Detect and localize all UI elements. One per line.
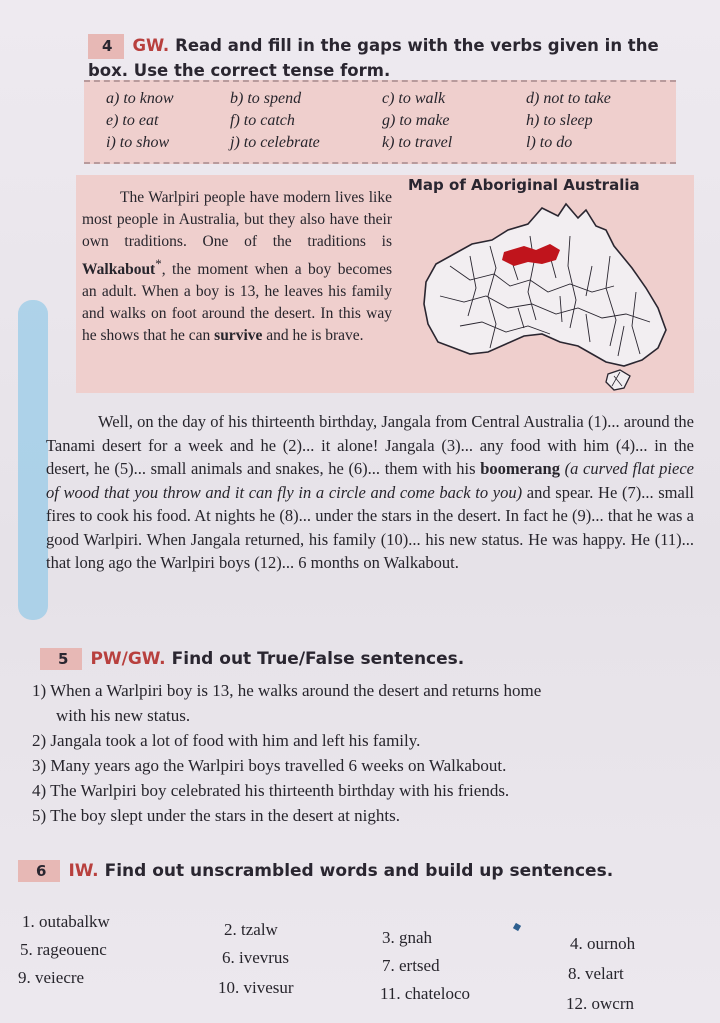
intro-text: The Warlpiri people have modern lives like most people in Australia, but they also have their own traditions. One of the traditions is Walkabout*, the moment when a boy becomes an adult. When a boy is 13, he leaves his family and walks on foot around the desert. In this way he shows that he can survive and he is brave. [82, 189, 392, 345]
task-6-heading [18, 860, 720, 882]
scrambled-word-9: 9. veiecre [18, 968, 85, 987]
scrambled-word-12: 12. owcrn [566, 994, 634, 1013]
scrambled-word-6: 6. ivevrus [222, 948, 290, 967]
scrambled-word-4: 4. ournoh [570, 934, 636, 953]
task-4-prefix: GW. [132, 36, 170, 55]
scrambled-word-3: 3. gnah [382, 928, 433, 947]
task-5-heading [40, 648, 464, 670]
verb-g: g) to make [382, 112, 450, 129]
task-4-number: 4 [88, 34, 124, 59]
scrambled-word-2: 2. tzalw [224, 920, 278, 939]
statement-1-continued: with his new status. [56, 706, 191, 725]
map-title: Map of Aboriginal Australia [408, 176, 640, 194]
verb-e: e) to eat [106, 112, 159, 129]
statement-3: 3) Many years ago the Warlpiri boys travelled 6 weeks on Walkabout. [32, 756, 507, 775]
verb-i: i) to show [106, 134, 170, 151]
statement-1: 1) When a Warlpiri boy is 13, he walks around the desert and returns home [32, 681, 542, 700]
scrambled-word-10: 10. vivesur [218, 978, 294, 997]
task-6-instruction: Find out unscrambled words and build up sentences. [104, 861, 614, 881]
task-5-number: 5 [40, 648, 82, 670]
story-text: Well, on the day of his thirteenth birthday, Jangala from Central Australia (1)... around the Tanami desert for a week and he (2)... it alone! Jangala (3)... any food with him (4)... in the desert, he (5)... small animals and snakes, he (6)... them with his boomerang (a curved flat piece of wood that you throw and it can fly in a circle and come back to you) and spear. He (7)... small fires to cook his food. At nights he (8)... under the stars in the desert. In fact he (9)... that he was a good Warlpiri. When Jangala returned, his family (10)... his new status. He was happy. He (11)... that long ago the Warlpiri boys (12)... 6 months on Walkabout. [46, 412, 694, 572]
verb-l: l) to do [526, 134, 573, 151]
task-4-instruction: Read and fill in the gaps with the verbs given in the box. Use the correct tense form. [88, 36, 659, 80]
blue-highlight-mark [18, 300, 48, 620]
verb-a: a) to know [106, 90, 174, 107]
scrambled-word-11: 11. chateloco [380, 984, 470, 1003]
verb-d: d) not to take [526, 90, 611, 107]
task-4-heading [88, 34, 688, 82]
boomerang-term: boomerang [480, 459, 560, 478]
task-5-prefix: PW/GW. [90, 649, 166, 669]
australia-outline [424, 204, 666, 366]
verb-f: f) to catch [230, 112, 295, 129]
task-6-prefix: IW. [68, 861, 99, 881]
tasmania-outline [606, 370, 630, 390]
task-5-instruction: Find out True/False sentences. [171, 649, 465, 669]
verb-box [84, 80, 676, 164]
scrambled-word-8: 8. velart [568, 964, 624, 983]
verb-c: c) to walk [382, 90, 446, 107]
scrambled-word-1: 1. outabalkw [22, 912, 110, 931]
verb-k: k) to travel [382, 134, 453, 151]
verb-j: j) to celebrate [230, 134, 320, 151]
statement-5: 5) The boy slept under the stars in the desert at nights. [32, 806, 400, 825]
survive-term: survive [214, 327, 263, 345]
scrambled-word-5: 5. rageouenc [20, 940, 107, 959]
task-6-number: 6 [18, 860, 60, 882]
statement-2: 2) Jangala took a lot of food with him and left his family. [32, 731, 421, 750]
boomerang-definition: (a curved flat piece of wood that you throw and it can fly in a circle and come back to you) [46, 459, 694, 502]
scrambled-words [18, 912, 708, 1022]
verb-b: b) to spend [230, 90, 302, 107]
scrambled-word-7: 7. ertsed [382, 956, 440, 975]
statement-4: 4) The Warlpiri boy celebrated his thirteenth birthday with his friends. [32, 781, 510, 800]
australia-map [410, 196, 690, 396]
true-false-list [32, 678, 692, 828]
walkabout-term: Walkabout [82, 261, 156, 279]
verb-h: h) to sleep [526, 112, 593, 129]
